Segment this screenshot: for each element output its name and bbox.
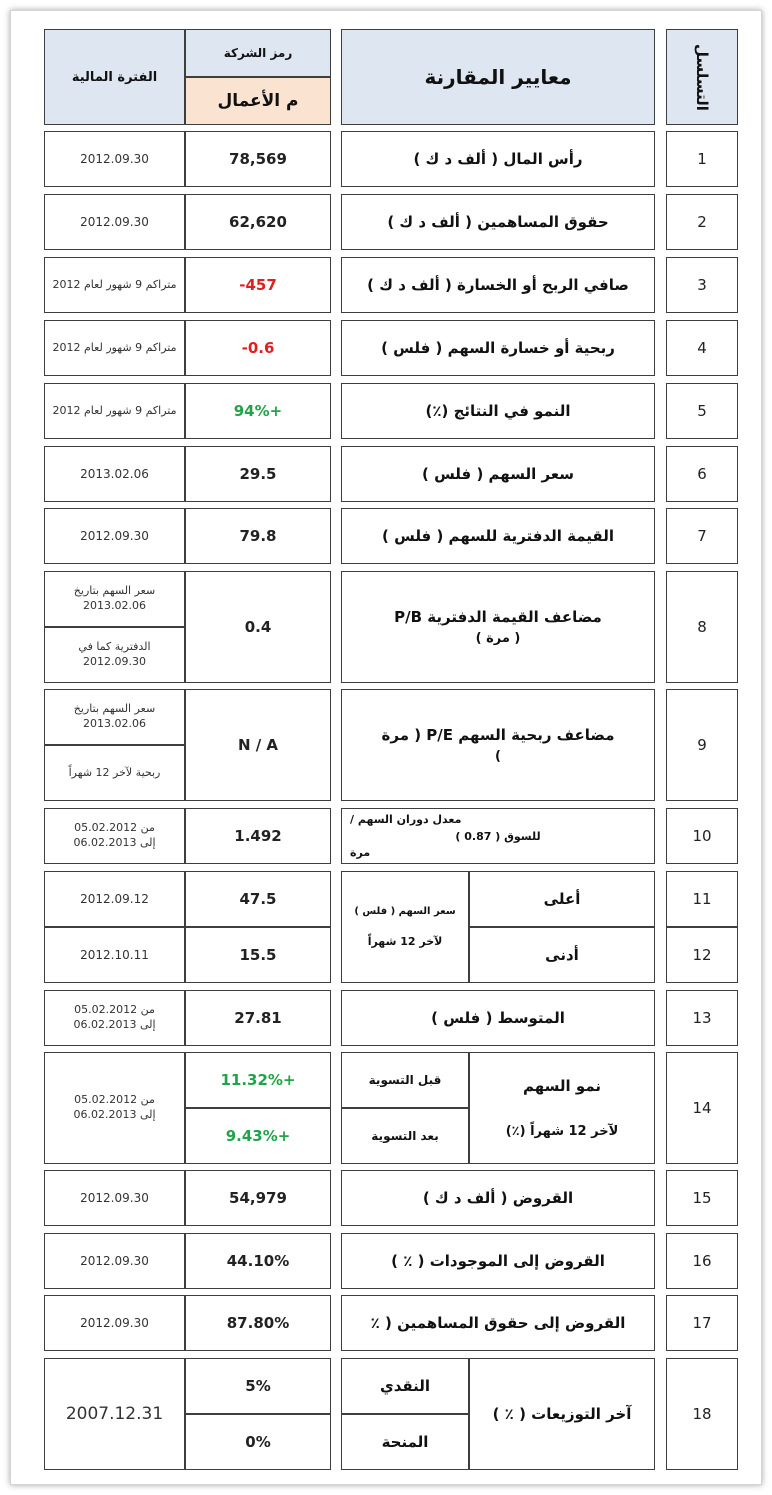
row-18-serial (666, 1358, 738, 1470)
serial-number: 6 (697, 465, 707, 483)
row-18-sub-bonus (341, 1414, 469, 1470)
period-text: سعر السهم بتاريخ 2013.02.06 (73, 702, 156, 730)
row-16-period (44, 1233, 185, 1289)
value-text: 0.4 (244, 618, 272, 636)
criterion-text: القروض ( ألف د ك ) (422, 1188, 574, 1207)
value-text: 44.10% (226, 1252, 290, 1270)
value-text: 9.43%+ (225, 1127, 291, 1145)
row-6-period (44, 446, 185, 502)
criterion-text: أعلى (543, 889, 581, 908)
value-text: 78,569 (229, 150, 287, 168)
row-16-serial (666, 1233, 738, 1289)
row-13-value (185, 990, 331, 1046)
row-2-value (185, 194, 331, 250)
period-text: 2012.09.30 (80, 529, 149, 543)
row-7-value (185, 508, 331, 564)
criterion-line-1: نمو السهم (522, 1077, 602, 1095)
row-1-value (185, 131, 331, 187)
serial-number: 11 (692, 890, 712, 908)
value-text: 29.5 (239, 465, 277, 483)
criterion-line-1: مضاعف ربحية السهم P/E ( مرة (381, 726, 615, 744)
row-7-serial (666, 508, 738, 564)
period-text: 2013.02.06 (80, 467, 149, 481)
period-text: سعر السهم بتاريخ 2013.02.06 (73, 584, 156, 612)
row-6-value (185, 446, 331, 502)
period-text: متراكم 9 شهور لعام 2012 (52, 340, 177, 354)
row-17-criterion (341, 1295, 655, 1351)
criterion-text: القروض إلى الموجودات ( ٪ ) (391, 1251, 605, 1270)
criterion-line-1: مضاعف القيمة الدفترية P/B (394, 608, 602, 626)
value-text: 5% (245, 1377, 271, 1395)
row-9-period-b (44, 745, 185, 801)
price-label-line-2: لآخر 12 شهراً (367, 935, 443, 948)
row-15-criterion (341, 1170, 655, 1226)
value-text: -457 (239, 276, 277, 294)
criterion-text: صافي الربح أو الخسارة ( ألف د ك ) (367, 275, 629, 294)
row-12-criterion (469, 927, 655, 983)
period-line-2: إلى 06.02.2013 (73, 1108, 156, 1121)
row-4-period (44, 320, 185, 376)
header-company-code-label (185, 29, 331, 77)
row-8-period-b (44, 627, 185, 683)
row-14-value-after (185, 1108, 331, 1164)
row-9-criterion (341, 689, 655, 801)
criterion-text: سعر السهم ( فلس ) (422, 464, 574, 483)
row-10-value (185, 808, 331, 864)
period-line-1: من 05.02.2012 (74, 1093, 155, 1107)
value-text: -0.6 (241, 339, 275, 357)
row-10-criterion (341, 808, 655, 864)
row-14-criterion (469, 1052, 655, 1164)
period-text: متراكم 9 شهور لعام 2012 (52, 403, 177, 417)
row-13-serial (666, 990, 738, 1046)
period-text: 2012.09.30 (80, 1191, 149, 1205)
criterion-text: المتوسط ( فلس ) (431, 1008, 565, 1027)
row-3-criterion (341, 257, 655, 313)
row-14-serial (666, 1052, 738, 1164)
row-14-value-before (185, 1052, 331, 1108)
serial-number: 15 (692, 1189, 712, 1207)
criterion-text: القيمة الدفترية للسهم ( فلس ) (382, 526, 614, 545)
serial-number: 10 (692, 827, 712, 845)
row-12-period (44, 927, 185, 983)
period-line-2: إلى 06.02.2013 (73, 836, 156, 849)
row-3-value (185, 257, 331, 313)
period-text: الدفترية كما في 2012.09.30 (78, 640, 151, 668)
row-5-serial (666, 383, 738, 439)
header-criteria (341, 29, 655, 125)
serial-number: 18 (692, 1405, 712, 1423)
criterion-text: النمو في النتائج (٪) (425, 401, 571, 420)
value-text: 79.8 (239, 527, 277, 545)
row-8-period-a (44, 571, 185, 627)
row-15-value (185, 1170, 331, 1226)
serial-number: 9 (697, 736, 707, 754)
serial-number: 13 (692, 1009, 712, 1027)
row-8-serial (666, 571, 738, 683)
row-13-criterion (341, 990, 655, 1046)
criterion-text: القروض إلى حقوق المساهمين ( ٪ (370, 1313, 626, 1332)
row-16-value (185, 1233, 331, 1289)
row-18-period (44, 1358, 185, 1470)
row-4-serial (666, 320, 738, 376)
serial-number: 17 (692, 1314, 712, 1332)
header-company-code (185, 77, 331, 125)
period-line-1: من 05.02.2012 (74, 821, 155, 835)
value-text: 0% (245, 1433, 271, 1451)
row-6-serial (666, 446, 738, 502)
serial-number: 12 (692, 946, 712, 964)
criterion-line-2: ) (495, 748, 501, 764)
sub-label: النقدي (379, 1376, 431, 1395)
row-14-period (44, 1052, 185, 1164)
value-text: 1.492 (234, 827, 282, 845)
row-10-period (44, 808, 185, 864)
row-7-period (44, 508, 185, 564)
value-text: N / A (237, 736, 279, 754)
criterion-text: ربحية أو خسارة السهم ( فلس ) (381, 338, 615, 357)
period-line-1: من 05.02.2012 (74, 1003, 155, 1017)
row-1-period (44, 131, 185, 187)
row-3-serial (666, 257, 738, 313)
period-line-2: إلى 06.02.2013 (73, 1018, 156, 1031)
period-text: متراكم 9 شهور لعام 2012 (52, 277, 177, 291)
header-serial (666, 29, 738, 125)
row-5-value (185, 383, 331, 439)
period-text: 2007.12.31 (65, 1404, 164, 1424)
row-15-serial (666, 1170, 738, 1226)
row-17-period (44, 1295, 185, 1351)
row-2-period (44, 194, 185, 250)
serial-number: 3 (697, 276, 707, 294)
row-18-sub-cash (341, 1358, 469, 1414)
row-1-criterion (341, 131, 655, 187)
row-14-sub-after (341, 1108, 469, 1164)
row-5-period (44, 383, 185, 439)
row-11-value (185, 871, 331, 927)
value-text: 47.5 (239, 890, 277, 908)
row-18-value-cash (185, 1358, 331, 1414)
row-17-serial (666, 1295, 738, 1351)
row-8-criterion (341, 571, 655, 683)
serial-number: 4 (697, 339, 707, 357)
period-text: ربحية لآخر 12 شهراً (68, 765, 161, 779)
row-12-value (185, 927, 331, 983)
period-text: 2012.09.30 (80, 152, 149, 166)
period-text: 2012.09.30 (80, 1254, 149, 1268)
value-text: 87.80% (226, 1314, 290, 1332)
criterion-text: آخر التوزيعات ( ٪ ) (492, 1404, 632, 1423)
sub-label: المنحة (381, 1432, 429, 1451)
price-label-line-1: سعر السهم ( فلس ) (354, 906, 456, 917)
row-10-serial (666, 808, 738, 864)
row-11-serial (666, 871, 738, 927)
sub-label: قبل التسوية (368, 1073, 442, 1087)
value-text: 11.32%+ (220, 1071, 296, 1089)
criterion-line-1: معدل دوران السهم / (350, 813, 462, 826)
row-9-serial (666, 689, 738, 801)
row-13-period (44, 990, 185, 1046)
row-17-value (185, 1295, 331, 1351)
criterion-line-2: لآخر 12 شهراً (٪) (505, 1123, 619, 1139)
row-1-serial (666, 131, 738, 187)
row-6-criterion (341, 446, 655, 502)
serial-number: 14 (692, 1099, 712, 1117)
serial-number: 2 (697, 213, 707, 231)
period-text: 2012.09.30 (80, 215, 149, 229)
comparison-sheet (10, 10, 762, 1485)
row-8-value (185, 571, 331, 683)
period-heading: الفترة المالية (71, 69, 158, 85)
criterion-text: رأس المال ( ألف د ك ) (413, 149, 583, 168)
row-2-serial (666, 194, 738, 250)
serial-number: 16 (692, 1252, 712, 1270)
row-15-period (44, 1170, 185, 1226)
value-text: 15.5 (239, 946, 277, 964)
serial-number: 5 (697, 402, 707, 420)
header-period (44, 29, 185, 125)
row-4-criterion (341, 320, 655, 376)
row-9-value (185, 689, 331, 801)
row-14-sub-before (341, 1052, 469, 1108)
row-2-criterion (341, 194, 655, 250)
period-text: 2012.09.12 (80, 892, 149, 906)
criterion-text: حقوق المساهمين ( ألف د ك ) (387, 212, 609, 231)
row-18-criterion (469, 1358, 655, 1470)
row-4-value (185, 320, 331, 376)
row-12-serial (666, 927, 738, 983)
criterion-text: أدنى (545, 945, 579, 964)
serial-heading: التسلسل (693, 43, 711, 111)
value-text: 94%+ (233, 402, 283, 420)
criteria-heading: معايير المقارنة (424, 65, 572, 89)
period-text: 2012.09.30 (80, 1316, 149, 1330)
sub-label: بعد التسوية (371, 1129, 439, 1143)
row-18-value-bonus (185, 1414, 331, 1470)
row-16-criterion (341, 1233, 655, 1289)
criterion-line-2: للسوق ( 0.87 ) (455, 829, 541, 843)
row-5-criterion (341, 383, 655, 439)
row-9-period-a (44, 689, 185, 745)
criterion-line-2: ( مرة ) (475, 630, 521, 646)
price-12m-label (341, 871, 469, 983)
value-text: 27.81 (234, 1009, 282, 1027)
period-text: 2012.10.11 (80, 948, 149, 962)
company-code: م الأعمال (217, 91, 299, 111)
company-code-label: رمز الشركة (223, 46, 293, 60)
value-text: 62,620 (229, 213, 287, 231)
row-11-period (44, 871, 185, 927)
row-11-criterion (469, 871, 655, 927)
criterion-line-3: مرة (350, 846, 371, 859)
row-3-period (44, 257, 185, 313)
value-text: 54,979 (229, 1189, 287, 1207)
row-7-criterion (341, 508, 655, 564)
serial-number: 8 (697, 618, 707, 636)
serial-number: 7 (697, 527, 707, 545)
serial-number: 1 (697, 150, 707, 168)
